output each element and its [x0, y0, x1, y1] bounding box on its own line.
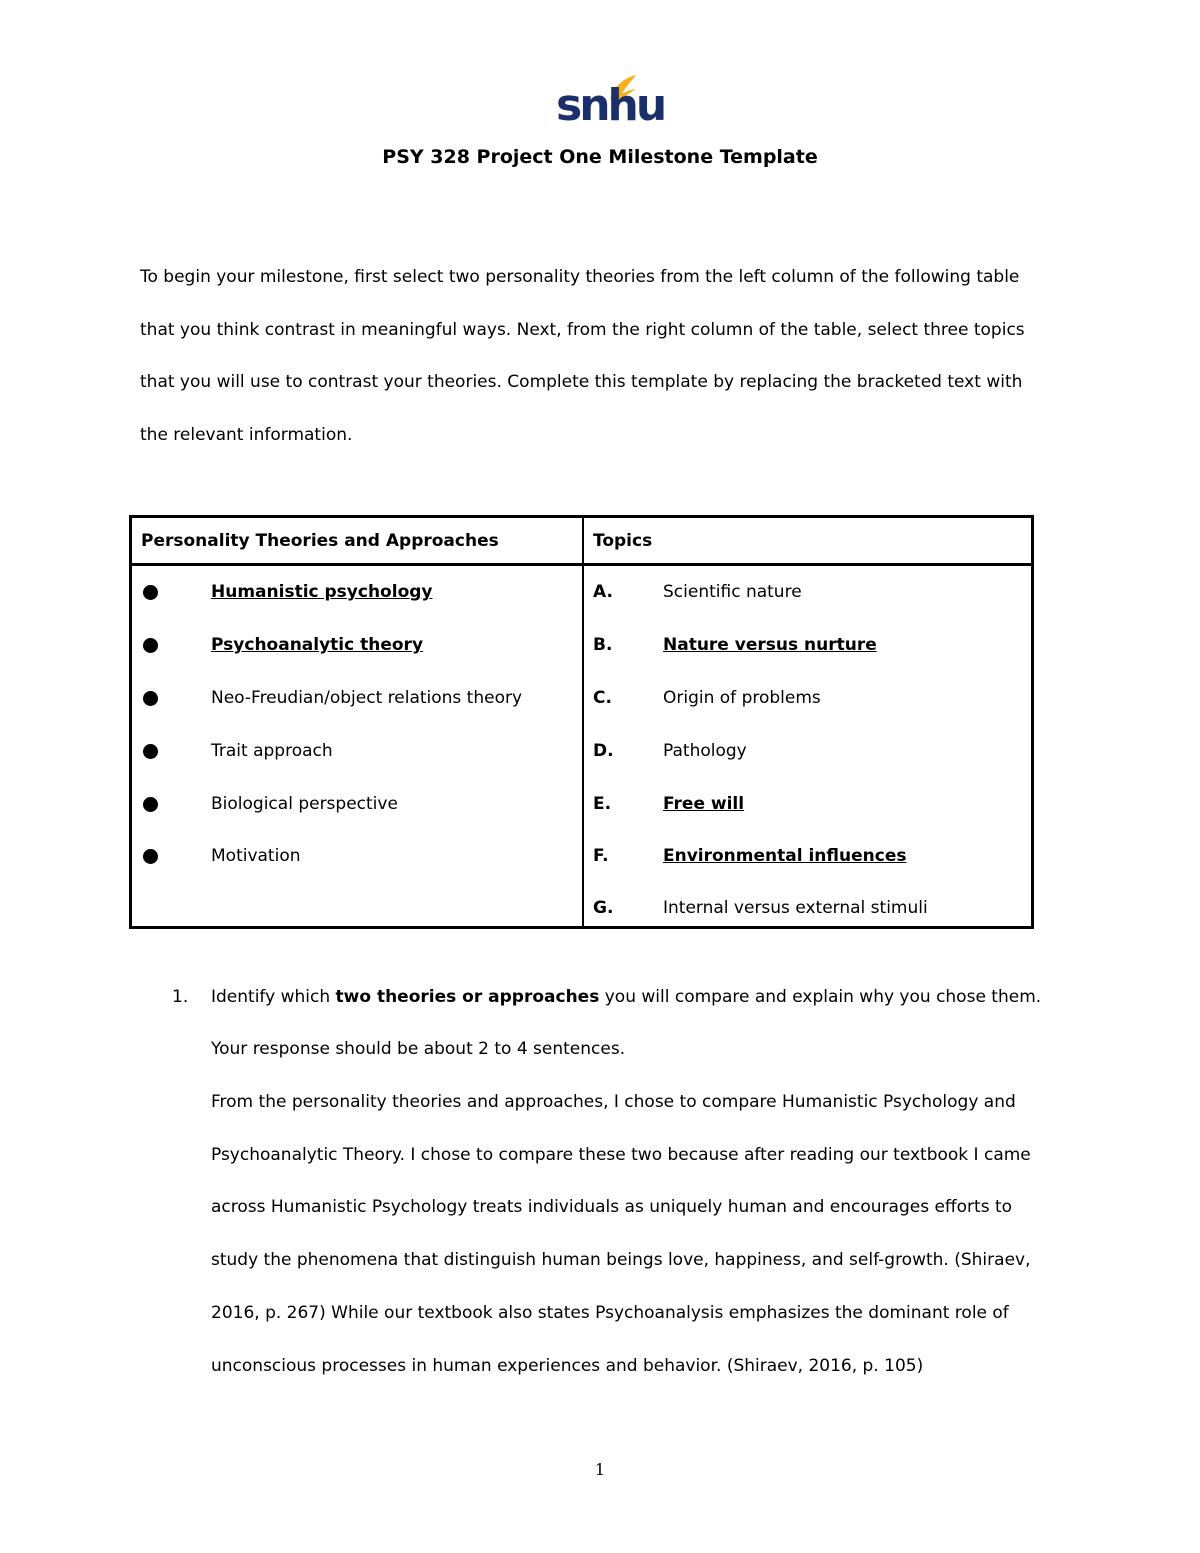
theory-item: Psychoanalytic theory [211, 635, 424, 655]
question-number: 1. [172, 987, 189, 1007]
topic-letter: D. [593, 741, 614, 761]
answer-line: Psychoanalytic Theory. I chose to compare these two because after reading our textbook I came [211, 1145, 1031, 1165]
logo-wordmark: snhu [556, 80, 665, 131]
intro-line: that you will use to contrast your theories. Complete this template by replacing the bracketed text with [140, 372, 1023, 392]
snhu-logo [548, 72, 665, 134]
theory-item: Humanistic psychology [211, 582, 433, 602]
bullet-icon [143, 797, 158, 812]
topic-item: Nature versus nurture [663, 635, 877, 655]
theories-topics-table [129, 515, 1034, 929]
topic-letter: A. [593, 582, 613, 602]
theory-item: Trait approach [211, 741, 333, 761]
page-title: PSY 328 Project One Milestone Template [382, 146, 818, 168]
bullet-icon [143, 691, 158, 706]
topic-item: Pathology [663, 741, 747, 761]
prompt-emphasis: two theories or approaches [335, 987, 600, 1007]
topic-letter: E. [593, 794, 612, 814]
column-divider [582, 518, 584, 926]
page-number: 1 [594, 1460, 606, 1479]
answer-line: across Humanistic Psychology treats individuals as uniquely human and encourages efforts to [211, 1197, 1013, 1217]
topic-letter: C. [593, 688, 612, 708]
topic-letter: F. [593, 846, 609, 866]
bullet-icon [143, 849, 158, 864]
header-rule [132, 563, 1031, 566]
intro-line: To begin your milestone, first select two personality theories from the left column of the following table [140, 267, 1020, 287]
bullet-icon [143, 744, 158, 759]
theories-column-header: Personality Theories and Approaches [141, 531, 499, 551]
answer-line: unconscious processes in human experiences and behavior. (Shiraev, 2016, p. 105) [211, 1356, 924, 1376]
topic-item: Free will [663, 794, 745, 814]
theory-item: Neo-Freudian/object relations theory [211, 688, 523, 708]
bullet-icon [143, 638, 158, 653]
intro-paragraph [140, 251, 1060, 461]
topic-item: Environmental influences [663, 846, 907, 866]
topic-item: Origin of problems [663, 688, 821, 708]
bullet-icon [143, 585, 158, 600]
intro-line: that you think contrast in meaningful ways. Next, from the right column of the table, select three topics [140, 319, 1025, 340]
topic-item: Internal versus external stimuli [663, 898, 928, 918]
answer-line: From the personality theories and approaches, I chose to compare Humanistic Psychology and [211, 1092, 1016, 1112]
answer-line: study the phenomena that distinguish human beings love, happiness, and self-growth. (Shiraev, [211, 1250, 1031, 1270]
prompt-text: Identify which [211, 987, 336, 1007]
topic-letter: B. [593, 635, 613, 655]
intro-line: the relevant information. [140, 424, 353, 445]
question-prompt [211, 985, 1041, 1009]
topic-letter: G. [593, 898, 614, 918]
prompt-text: you will compare and explain why you chose them. [599, 987, 1042, 1007]
answer-line: 2016, p. 267) While our textbook also states Psychoanalysis emphasizes the dominant role of [211, 1303, 1009, 1323]
topic-item: Scientific nature [663, 582, 802, 602]
theory-item: Biological perspective [211, 794, 398, 814]
theory-item: Motivation [211, 846, 301, 866]
topics-column-header: Topics [593, 531, 653, 551]
question-prompt-line2: Your response should be about 2 to 4 sentences. [211, 1039, 626, 1059]
